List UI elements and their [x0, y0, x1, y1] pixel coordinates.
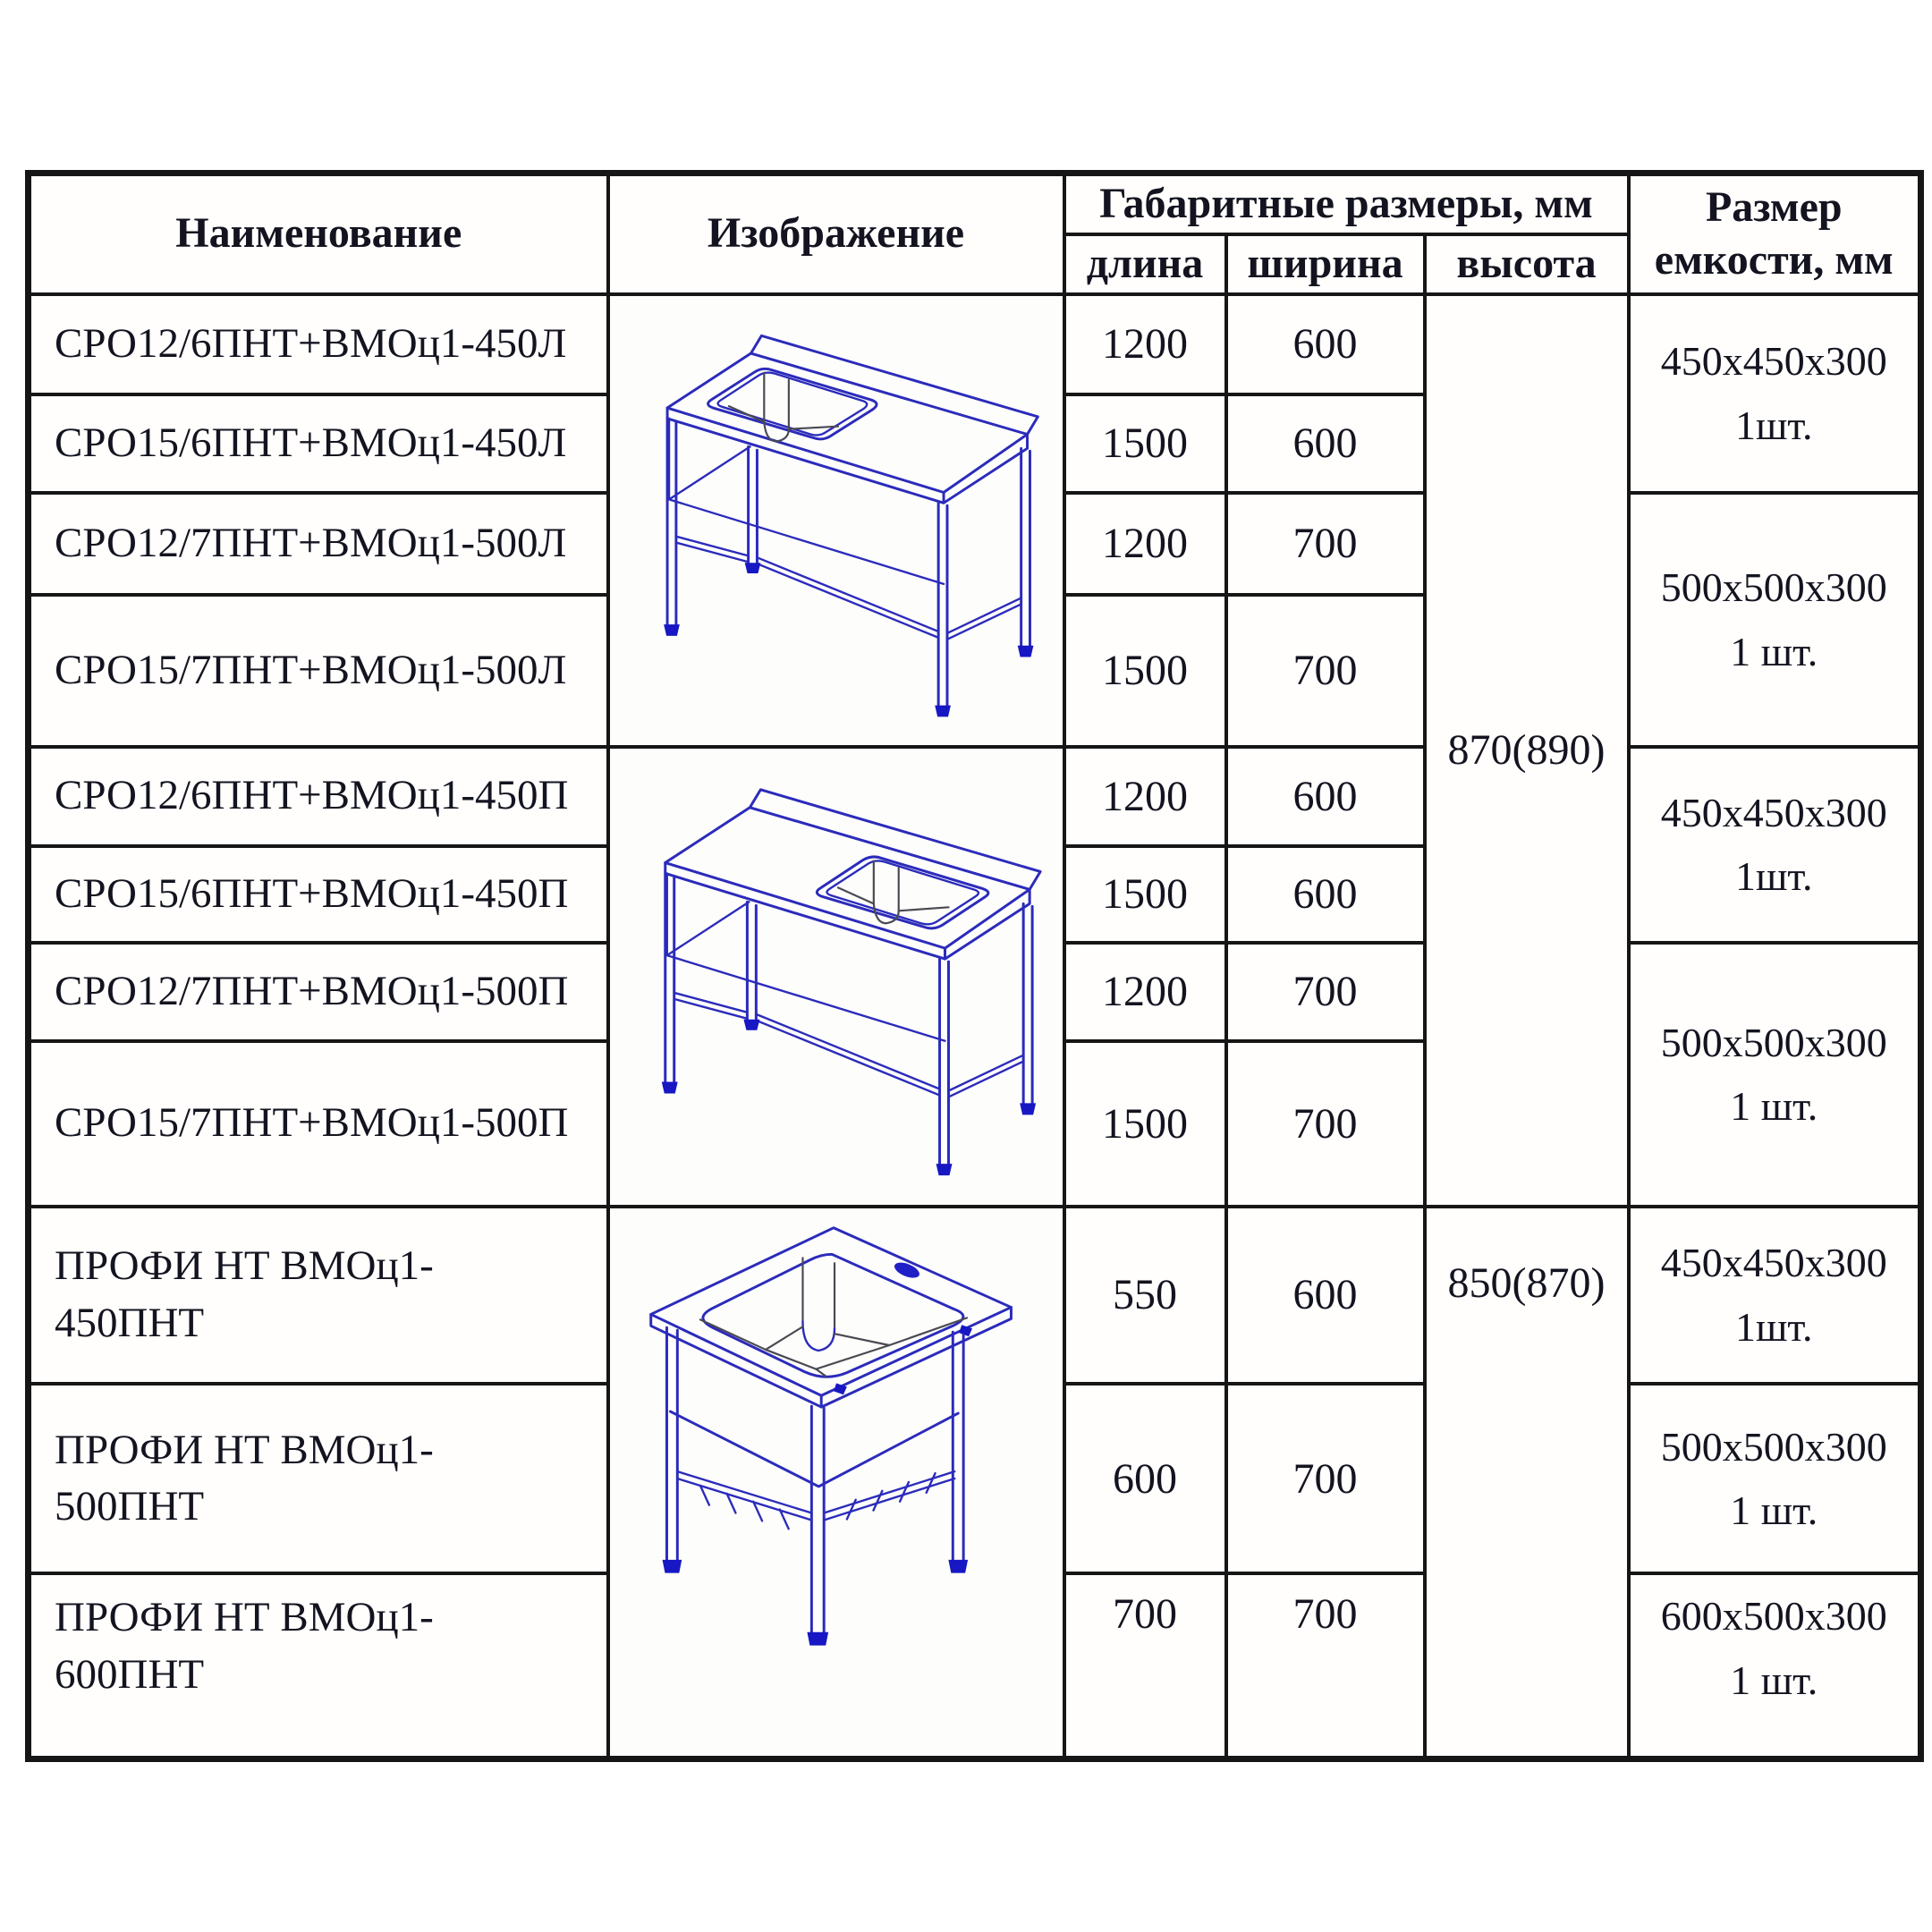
image-cell-sink-left — [608, 294, 1064, 747]
container-qty: 1шт. — [1734, 402, 1813, 448]
container-cell — [1629, 294, 1921, 493]
product-name-cell: СРО12/7ПНТ+ВМОц1-500П — [29, 943, 608, 1041]
product-name-cell — [29, 1207, 608, 1384]
length-cell: 700 — [1064, 1573, 1226, 1758]
product-name-cell: СРО15/7ПНТ+ВМОц1-500П — [29, 1041, 608, 1207]
length-cell: 1200 — [1064, 493, 1226, 595]
column-header-name: Наименование — [29, 174, 608, 294]
product-name-cell: СРО15/6ПНТ+ВМОц1-450Л — [29, 394, 608, 493]
product-name-cell: СРО12/6ПНТ+ВМОц1-450Л — [29, 294, 608, 394]
container-qty: 1 шт. — [1730, 1487, 1818, 1534]
table-frame — [661, 789, 1039, 1174]
container-qty: 1 шт. — [1730, 1657, 1818, 1703]
table-row — [29, 1207, 1921, 1384]
container-size: 500x500x300 — [1660, 564, 1887, 611]
length-cell: 550 — [1064, 1207, 1226, 1384]
sink-rim — [650, 1227, 1011, 1406]
container-cell — [1629, 1207, 1921, 1384]
container-size: 500x500x300 — [1660, 1019, 1887, 1065]
column-header-height: высота — [1425, 234, 1629, 294]
column-header-image: Изображение — [608, 174, 1064, 294]
width-cell: 700 — [1226, 1573, 1425, 1758]
container-qty: 1шт. — [1734, 853, 1813, 899]
width-cell: 700 — [1226, 493, 1425, 595]
product-name-cell: СРО12/7ПНТ+ВМОц1-500Л — [29, 493, 608, 595]
image-cell-standalone-sink — [608, 1207, 1064, 1759]
container-cell — [1629, 747, 1921, 943]
container-size: 450x450x300 — [1660, 789, 1887, 835]
container-qty: 1 шт. — [1730, 628, 1818, 674]
header-row-1 — [29, 174, 1921, 234]
container-size: 450x450x300 — [1660, 338, 1887, 385]
product-name-cell — [29, 1573, 608, 1758]
length-cell: 1500 — [1064, 1041, 1226, 1207]
column-header-length: длина — [1064, 234, 1226, 294]
width-cell: 700 — [1226, 595, 1425, 747]
container-size: 500x500x300 — [1660, 1423, 1887, 1470]
product-name-cell: СРО15/6ПНТ+ВМОц1-450П — [29, 846, 608, 943]
height-cell-group-1: 870(890) — [1425, 294, 1629, 1207]
column-header-container: Размер емкости, мм — [1629, 174, 1921, 294]
width-cell: 600 — [1226, 846, 1425, 943]
product-name-text: ПРОФИ НТ ВМОц1-500ПНТ — [55, 1426, 434, 1530]
sink-table-left-drawing — [614, 301, 1059, 741]
sink-table-right-drawing — [614, 753, 1059, 1200]
container-cell — [1629, 1573, 1921, 1758]
column-header-width: ширина — [1226, 234, 1425, 294]
width-cell: 600 — [1226, 1207, 1425, 1384]
sink-basin-left — [708, 369, 876, 441]
product-name-cell: СРО12/6ПНТ+ВМОц1-450П — [29, 747, 608, 846]
product-name-text: ПРОФИ НТ ВМОц1-450ПНТ — [55, 1242, 434, 1346]
table-row — [29, 294, 1921, 394]
product-name-text: ПРОФИ НТ ВМОц1-600ПНТ — [55, 1594, 434, 1698]
standalone-sink-drawing — [614, 1208, 1059, 1756]
length-cell: 1200 — [1064, 294, 1226, 394]
product-name-cell — [29, 1384, 608, 1574]
length-cell: 1500 — [1064, 394, 1226, 493]
container-cell — [1629, 1384, 1921, 1574]
length-cell: 1200 — [1064, 943, 1226, 1041]
width-cell: 600 — [1226, 294, 1425, 394]
length-cell: 1500 — [1064, 846, 1226, 943]
container-size: 450x450x300 — [1660, 1240, 1887, 1286]
product-spec-table — [25, 170, 1924, 1762]
width-cell: 600 — [1226, 394, 1425, 493]
container-cell — [1629, 493, 1921, 747]
length-cell: 600 — [1064, 1384, 1226, 1574]
product-name-cell: СРО15/7ПНТ+ВМОц1-500Л — [29, 595, 608, 747]
container-qty: 1шт. — [1734, 1303, 1813, 1350]
width-cell: 700 — [1226, 1041, 1425, 1207]
width-cell: 700 — [1226, 1384, 1425, 1574]
width-cell: 700 — [1226, 943, 1425, 1041]
container-cell — [1629, 943, 1921, 1207]
column-header-dimensions-group: Габаритные размеры, мм — [1064, 174, 1629, 234]
table-row — [29, 747, 1921, 846]
image-cell-sink-right — [608, 747, 1064, 1207]
length-cell: 1200 — [1064, 747, 1226, 846]
container-size: 600x500x300 — [1660, 1593, 1887, 1640]
container-qty: 1 шт. — [1730, 1083, 1818, 1129]
height-cell-group-2: 850(870) — [1425, 1207, 1629, 1759]
width-cell: 600 — [1226, 747, 1425, 846]
length-cell: 1500 — [1064, 595, 1226, 747]
